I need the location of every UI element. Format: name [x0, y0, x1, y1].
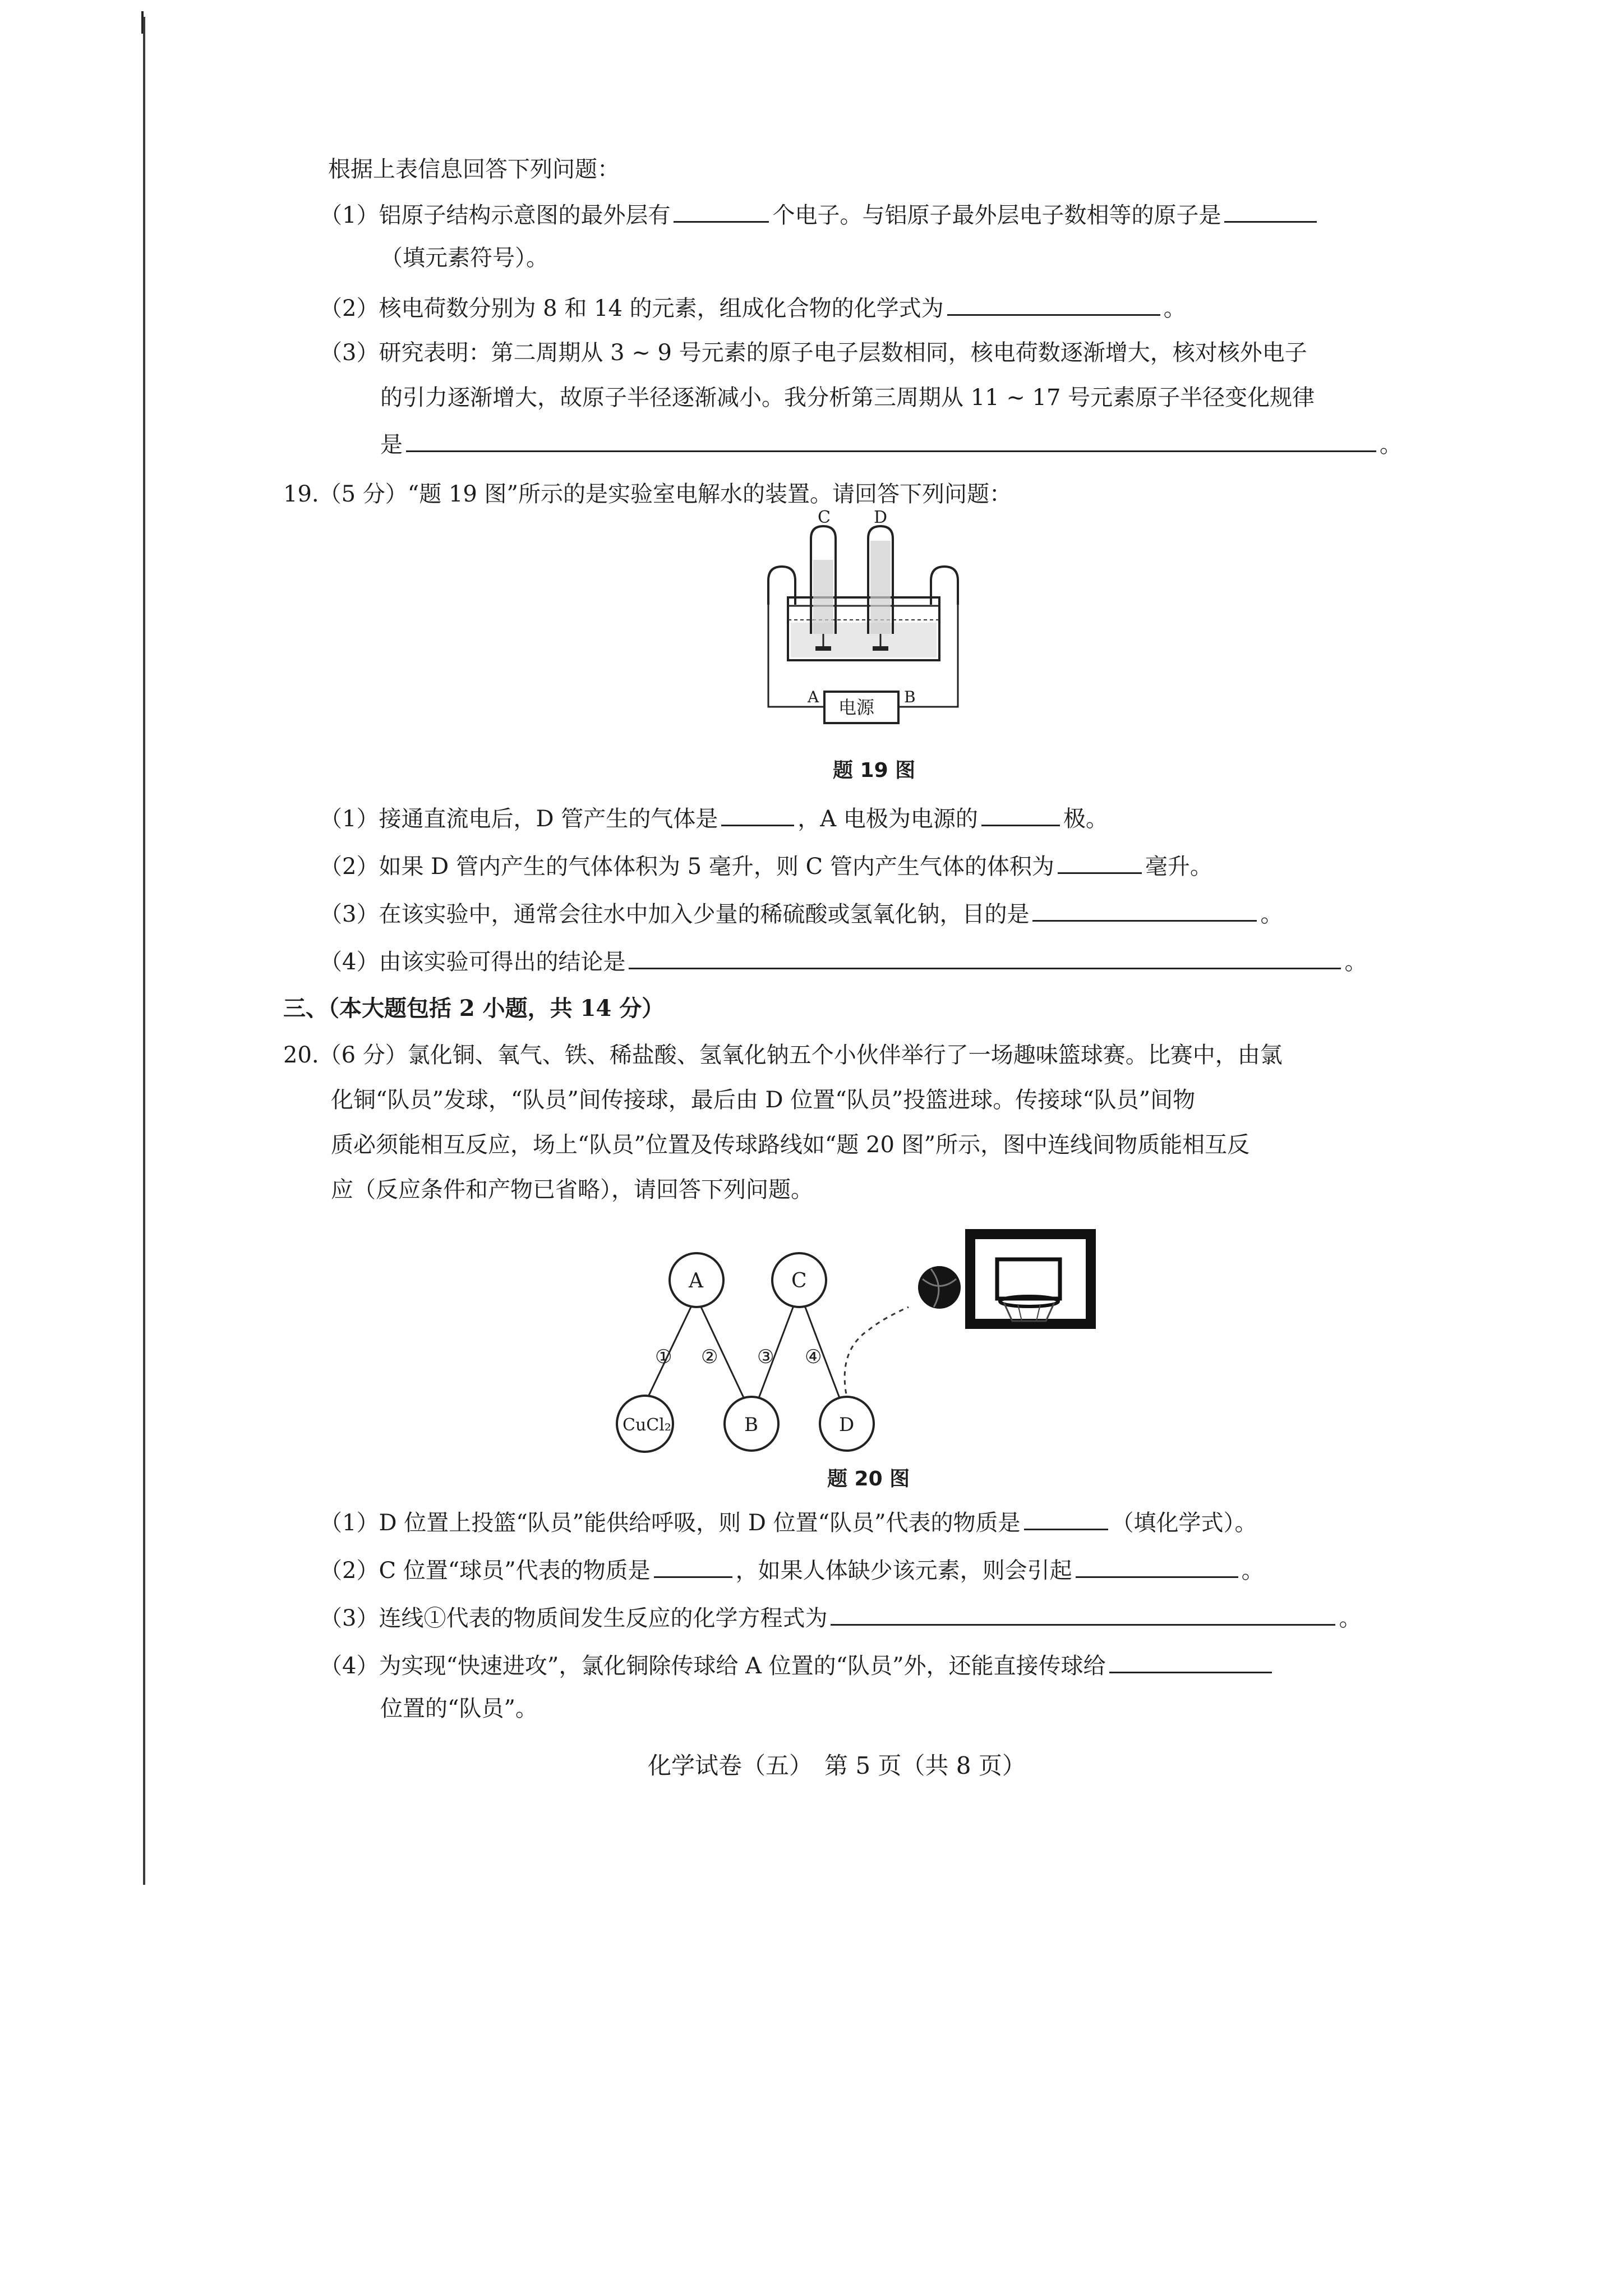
- page-footer: 化学试卷（五） 第 5 页（共 8 页）: [648, 1752, 1026, 1779]
- q20-stem-line2: 化铜“队员”发球，“队员”间传接球，最后由 D 位置“队员”投篮进球。传接球“队员”间物: [331, 1087, 1196, 1113]
- q20-part4: （4）为实现“快速进攻”，氯化铜除传球给 A 位置的“队员”外，还能直接传球给: [320, 1649, 1275, 1681]
- tube-d: [868, 526, 893, 651]
- q20-part4-cont: 位置的“队员”。: [380, 1696, 538, 1722]
- q19-part1: （1）接通直流电后，D 管产生的气体是 ，A 电极为电源的 极。: [320, 802, 1108, 834]
- svg-text:A: A: [689, 1269, 703, 1292]
- q20-part3: （3）连线①代表的物质间发生反应的化学方程式为 。: [320, 1602, 1361, 1633]
- q18-part3-line3: 是 。: [380, 428, 1402, 459]
- q19-title: 19.（5 分）“题 19 图”所示的是实验室电解水的装置。请回答下列问题：: [283, 481, 1012, 507]
- answer-blank[interactable]: [1109, 1649, 1272, 1673]
- tube-d-label: D: [874, 508, 888, 527]
- q18-part3-line1: （3）研究表明：第二周期从 3 ~ 9 号元素的原子电子层数相同，核电荷数逐渐增大，核对核外电子: [320, 340, 1307, 366]
- answer-blank[interactable]: [947, 292, 1160, 316]
- q18-part1: （1）铝原子结构示意图的最外层有 个电子。与铝原子最外层电子数相等的原子是: [320, 199, 1320, 230]
- scan-edge-line: [143, 17, 145, 1885]
- svg-text:B: B: [744, 1414, 758, 1436]
- link-label-1: ①: [655, 1346, 672, 1368]
- q20-stem-line3: 质必须能相互反应，场上“队员”位置及传球路线如“题 20 图”所示，图中连线间物质能相互反: [331, 1132, 1250, 1158]
- q18-part3-line2: 的引力逐渐增大，故原子半径逐渐减小。我分析第三周期从 11 ~ 17 号元素原子半径变化规律: [380, 385, 1315, 411]
- basketball-icon: [918, 1266, 961, 1309]
- tube-c: [811, 526, 836, 651]
- intro-text: 根据上表信息回答下列问题：: [328, 157, 620, 182]
- q19-part3: （3）在该实验中，通常会往水中加入少量的稀硫酸或氢氧化钠，目的是 。: [320, 898, 1283, 929]
- tube-c-label: C: [818, 508, 831, 527]
- electrolysis-apparatus-figure: [757, 508, 970, 735]
- figure-19-caption: 题 19 图: [833, 759, 916, 782]
- link-label-4: ④: [805, 1346, 822, 1368]
- link-label-3: ③: [757, 1346, 774, 1368]
- answer-blank[interactable]: [1024, 1506, 1108, 1530]
- svg-text:D: D: [839, 1414, 855, 1436]
- q20-part2: （2）C 位置“球员”代表的物质是 ，如果人体缺少该元素，则会引起 。: [320, 1554, 1264, 1585]
- power-supply-label: 电源: [838, 697, 875, 718]
- answer-blank[interactable]: [1076, 1554, 1238, 1578]
- svg-text:CuCl₂: CuCl₂: [623, 1415, 671, 1435]
- answer-blank[interactable]: [831, 1602, 1335, 1626]
- answer-blank[interactable]: [981, 802, 1060, 826]
- q18-part2: （2）核电荷数分别为 8 和 14 的元素，组成化合物的化学式为 。: [320, 292, 1186, 323]
- answer-blank[interactable]: [1224, 199, 1317, 223]
- electrode-a-label: A: [808, 688, 819, 706]
- figure-20-caption: 题 20 图: [827, 1467, 910, 1490]
- player-node-c: [772, 1253, 826, 1307]
- answer-blank[interactable]: [721, 802, 794, 826]
- section-3-heading: 三、（本大题包括 2 小题，共 14 分）: [283, 995, 665, 1022]
- answer-blank[interactable]: [406, 428, 1376, 452]
- q19-part4: （4）由该实验可得出的结论是 。: [320, 945, 1367, 977]
- player-node-d: [820, 1397, 874, 1451]
- q18-part1-cont: （填元素符号）。: [380, 245, 548, 271]
- q19-part2: （2）如果 D 管内产生的气体体积为 5 毫升，则 C 管内产生气体的体积为 毫升。: [320, 850, 1212, 881]
- answer-blank[interactable]: [654, 1554, 732, 1578]
- q20-stem-line1: 20.（6 分）氯化铜、氧气、铁、稀盐酸、氢氧化钠五个小伙伴举行了一场趣味篮球赛。比赛中，由氯: [283, 1042, 1283, 1068]
- electrode-b-label: B: [904, 688, 916, 706]
- basketball-hoop-icon: [970, 1234, 1091, 1324]
- player-node-b: [725, 1397, 778, 1451]
- q20-part1: （1）D 位置上投篮“队员”能供给呼吸，则 D 位置“队员”代表的物质是 （填化学式）。: [320, 1506, 1257, 1538]
- answer-blank[interactable]: [629, 945, 1341, 969]
- q20-stem-line4: 应（反应条件和产物已省略），请回答下列问题。: [331, 1177, 813, 1203]
- player-node-cucl2: [617, 1396, 673, 1452]
- basketball-game-figure: [617, 1223, 1122, 1447]
- link-label-2: ②: [701, 1346, 718, 1368]
- answer-blank[interactable]: [1032, 898, 1257, 922]
- player-node-a: [670, 1253, 723, 1307]
- answer-blank[interactable]: [674, 199, 769, 223]
- answer-blank[interactable]: [1058, 850, 1142, 874]
- svg-text:C: C: [791, 1269, 807, 1292]
